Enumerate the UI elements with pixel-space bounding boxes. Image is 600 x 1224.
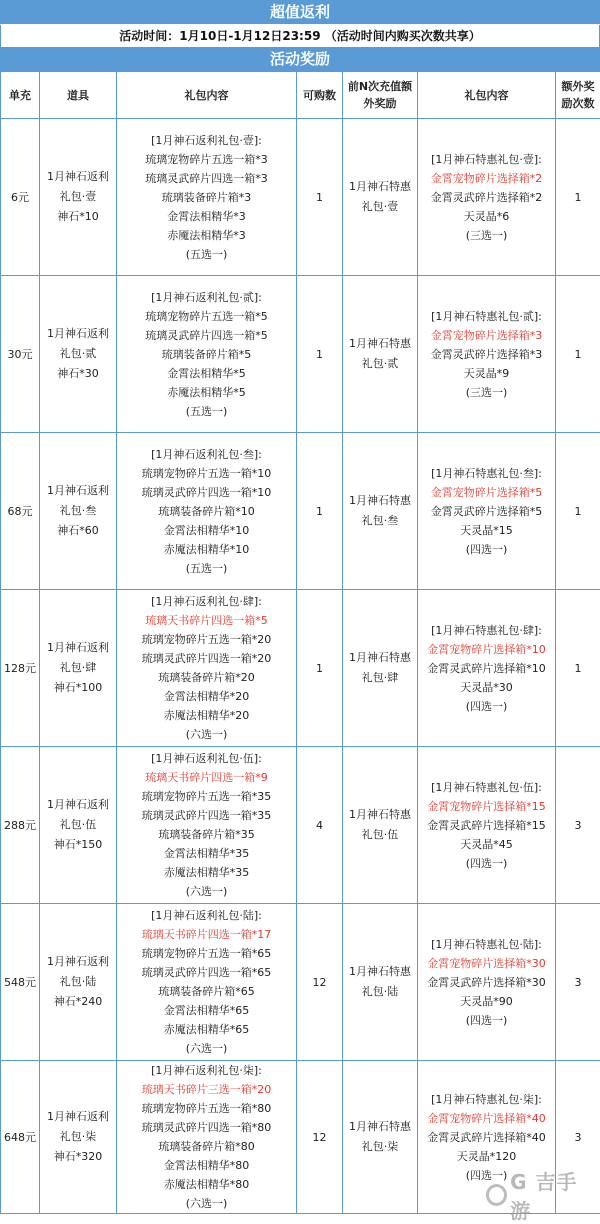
pack-content-cell <box>117 590 297 747</box>
item-cell-line: 神石*150 <box>40 835 116 855</box>
extra-pack-content-cell-line: 天灵晶*15 <box>418 521 555 540</box>
pack-content-cell-line: 琉璃装备碎片箱*35 <box>117 825 296 844</box>
purchase-count-cell: 4 <box>297 747 343 904</box>
extra-pack-content-cell <box>418 747 556 904</box>
pack-content-cell-line: 琉璃装备碎片箱*80 <box>117 1137 296 1156</box>
extra-pack-content-cell-line: (四选一) <box>418 1011 555 1030</box>
extra-count-cell: 3 <box>556 904 600 1061</box>
pack-content-cell-line: 琉璃宠物碎片五选一箱*3 <box>117 150 296 169</box>
extra-pack-content-cell-line: (四选一) <box>418 1166 555 1185</box>
extra-reward-cell-line: 礼包·伍 <box>343 825 417 845</box>
pack-content-cell <box>117 119 297 276</box>
pack-content-cell-line: [1月神石返利礼包·陆]: <box>117 906 296 925</box>
extra-reward-cell <box>343 747 418 904</box>
pack-content-cell <box>117 1061 297 1214</box>
purchase-count-cell: 12 <box>297 1061 343 1214</box>
pack-content-cell-line: 琉璃灵武碎片四选一箱*80 <box>117 1118 296 1137</box>
charge-cell: 128元 <box>1 590 40 747</box>
pack-content-cell-line: 琉璃天书碎片四选一箱*5 <box>117 611 296 630</box>
table-row <box>1 747 600 904</box>
extra-pack-content-cell-line: (三选一) <box>418 226 555 245</box>
item-cell-line: 神石*100 <box>40 678 116 698</box>
pack-content-cell-line: [1月神石返利礼包·贰]: <box>117 288 296 307</box>
extra-pack-content-cell-line: (三选一) <box>418 383 555 402</box>
extra-pack-content-cell-line: 天灵晶*30 <box>418 678 555 697</box>
extra-pack-content-cell-line: 金霄宠物碎片选择箱*40 <box>418 1109 555 1128</box>
item-cell-line: 礼包·肆 <box>40 658 116 678</box>
pack-content-cell-line: 赤魇法相精华*65 <box>117 1020 296 1039</box>
header-extra-reward: 前N次充值额外奖励 <box>343 72 418 119</box>
extra-pack-content-cell-line: 金霄灵武碎片选择箱*10 <box>418 659 555 678</box>
charge-cell: 6元 <box>1 119 40 276</box>
extra-count-cell: 1 <box>556 119 600 276</box>
pack-content-cell-line: (六选一) <box>117 725 296 744</box>
item-cell-line: 礼包·叁 <box>40 501 116 521</box>
item-cell-line: 1月神石返利 <box>40 795 116 815</box>
pack-content-cell-line: 金霄法相精华*20 <box>117 687 296 706</box>
rewards-table <box>0 71 600 1214</box>
extra-pack-content-cell-line: 金霄灵武碎片选择箱*40 <box>418 1128 555 1147</box>
extra-pack-content-cell <box>418 433 556 590</box>
item-cell-line: 1月神石返利 <box>40 167 116 187</box>
table-header-row <box>1 72 600 119</box>
watermark <box>486 1180 594 1210</box>
pack-content-cell-line: [1月神石返利礼包·伍]: <box>117 749 296 768</box>
item-cell-line: 神石*240 <box>40 992 116 1012</box>
extra-pack-content-cell-line: [1月神石特惠礼包·贰]: <box>418 307 555 326</box>
pack-content-cell-line: 琉璃宠物碎片五选一箱*65 <box>117 944 296 963</box>
extra-pack-content-cell-line: 金霄宠物碎片选择箱*3 <box>418 326 555 345</box>
extra-pack-content-cell-line: 金霄灵武碎片选择箱*5 <box>418 502 555 521</box>
purchase-count-cell: 1 <box>297 276 343 433</box>
table-row <box>1 119 600 276</box>
extra-reward-cell-line: 礼包·叁 <box>343 511 417 531</box>
purchase-count-cell: 1 <box>297 433 343 590</box>
charge-cell: 288元 <box>1 747 40 904</box>
item-cell-line: 1月神石返利 <box>40 638 116 658</box>
item-cell <box>40 119 117 276</box>
pack-content-cell-line: 赤魇法相精华*10 <box>117 540 296 559</box>
extra-pack-content-cell-line: [1月神石特惠礼包·肆]: <box>418 621 555 640</box>
pack-content-cell-line: 金霄法相精华*80 <box>117 1156 296 1175</box>
pack-content-cell <box>117 747 297 904</box>
header-item: 道具 <box>40 72 117 119</box>
extra-reward-cell <box>343 590 418 747</box>
extra-pack-content-cell-line: 金霄灵武碎片选择箱*15 <box>418 816 555 835</box>
extra-reward-cell <box>343 433 418 590</box>
pack-content-cell-line: (六选一) <box>117 882 296 901</box>
item-cell-line: 礼包·柒 <box>40 1127 116 1147</box>
extra-pack-content-cell <box>418 904 556 1061</box>
pack-content-cell-line: [1月神石返利礼包·柒]: <box>117 1061 296 1080</box>
item-cell-line: 礼包·壹 <box>40 187 116 207</box>
extra-reward-cell-line: 礼包·壹 <box>343 197 417 217</box>
extra-pack-content-cell-line: (四选一) <box>418 854 555 873</box>
pack-content-cell-line: 赤魇法相精华*5 <box>117 383 296 402</box>
pack-content-cell-line: 琉璃装备碎片箱*5 <box>117 345 296 364</box>
item-cell-line: 1月神石返利 <box>40 952 116 972</box>
extra-pack-content-cell-line: 金霄宠物碎片选择箱*15 <box>418 797 555 816</box>
pack-content-cell-line: (六选一) <box>117 1194 296 1213</box>
extra-pack-content-cell-line: 天灵晶*45 <box>418 835 555 854</box>
extra-reward-cell <box>343 904 418 1061</box>
table-row <box>1 433 600 590</box>
purchase-count-cell: 1 <box>297 119 343 276</box>
extra-count-cell: 1 <box>556 433 600 590</box>
item-cell <box>40 433 117 590</box>
pack-content-cell-line: 琉璃灵武碎片四选一箱*10 <box>117 483 296 502</box>
pack-content-cell-line: 琉璃天书碎片三选一箱*20 <box>117 1080 296 1099</box>
charge-cell: 30元 <box>1 276 40 433</box>
extra-reward-cell <box>343 276 418 433</box>
pack-content-cell-line: 琉璃装备碎片箱*3 <box>117 188 296 207</box>
extra-reward-cell-line: 1月神石特惠 <box>343 177 417 197</box>
item-cell-line: 礼包·贰 <box>40 344 116 364</box>
extra-reward-cell-line: 1月神石特惠 <box>343 334 417 354</box>
pack-content-cell-line: 金霄法相精华*35 <box>117 844 296 863</box>
extra-pack-content-cell <box>418 119 556 276</box>
extra-reward-cell-line: 礼包·陆 <box>343 982 417 1002</box>
pack-content-cell-line: (六选一) <box>117 1039 296 1058</box>
pack-content-cell-line: 赤魇法相精华*80 <box>117 1175 296 1194</box>
extra-pack-content-cell-line: [1月神石特惠礼包·柒]: <box>418 1090 555 1109</box>
pack-content-cell-line: [1月神石返利礼包·肆]: <box>117 592 296 611</box>
pack-content-cell <box>117 276 297 433</box>
charge-cell: 68元 <box>1 433 40 590</box>
activity-time: 活动时间：1月10日-1月12日23:59 （活动时间内购买次数共享） <box>0 25 600 47</box>
extra-pack-content-cell-line: 天灵晶*120 <box>418 1147 555 1166</box>
extra-count-cell: 3 <box>556 1061 600 1214</box>
pack-content-cell-line: 琉璃装备碎片箱*20 <box>117 668 296 687</box>
pack-content-cell-line: (五选一) <box>117 402 296 421</box>
extra-pack-content-cell-line: 金霄灵武碎片选择箱*3 <box>418 345 555 364</box>
extra-reward-cell-line: 1月神石特惠 <box>343 1117 417 1137</box>
purchase-count-cell: 1 <box>297 590 343 747</box>
extra-pack-content-cell-line: 金霄宠物碎片选择箱*30 <box>418 954 555 973</box>
pack-content-cell-line: 金霄法相精华*10 <box>117 521 296 540</box>
pack-content-cell <box>117 433 297 590</box>
table-body <box>1 119 600 1214</box>
extra-count-cell: 3 <box>556 747 600 904</box>
header-purchase-count: 可购数 <box>297 72 343 119</box>
extra-pack-content-cell-line: 金霄宠物碎片选择箱*5 <box>418 483 555 502</box>
pack-content-cell-line: 琉璃宠物碎片五选一箱*20 <box>117 630 296 649</box>
extra-reward-cell-line: 1月神石特惠 <box>343 962 417 982</box>
pack-content-cell-line: 琉璃宠物碎片五选一箱*10 <box>117 464 296 483</box>
pack-content-cell-line: 琉璃天书碎片四选一箱*9 <box>117 768 296 787</box>
extra-pack-content-cell-line: [1月神石特惠礼包·壹]: <box>418 150 555 169</box>
item-cell-line: 1月神石返利 <box>40 324 116 344</box>
pack-content-cell-line: [1月神石返利礼包·壹]: <box>117 131 296 150</box>
item-cell <box>40 1061 117 1214</box>
pack-content-cell-line: 琉璃天书碎片四选一箱*17 <box>117 925 296 944</box>
extra-pack-content-cell-line: 金霄灵武碎片选择箱*2 <box>418 188 555 207</box>
pack-content-cell-line: 琉璃灵武碎片四选一箱*20 <box>117 649 296 668</box>
item-cell <box>40 276 117 433</box>
extra-pack-content-cell-line: 天灵晶*9 <box>418 364 555 383</box>
header-charge: 单充 <box>1 72 40 119</box>
extra-pack-content-cell-line: [1月神石特惠礼包·叁]: <box>418 464 555 483</box>
item-cell-line: 神石*320 <box>40 1147 116 1167</box>
pack-content-cell-line: 琉璃灵武碎片四选一箱*65 <box>117 963 296 982</box>
extra-pack-content-cell-line: 金霄宠物碎片选择箱*2 <box>418 169 555 188</box>
pack-content-cell-line: 金霄法相精华*3 <box>117 207 296 226</box>
extra-pack-content-cell-line: 天灵晶*6 <box>418 207 555 226</box>
pack-content-cell-line: 金霄法相精华*65 <box>117 1001 296 1020</box>
item-cell-line: 礼包·伍 <box>40 815 116 835</box>
extra-pack-content-cell-line: 金霄宠物碎片选择箱*10 <box>418 640 555 659</box>
pack-content-cell-line: 赤魇法相精华*35 <box>117 863 296 882</box>
pack-content-cell-line: 赤魇法相精华*20 <box>117 706 296 725</box>
pack-content-cell-line: 金霄法相精华*5 <box>117 364 296 383</box>
extra-pack-content-cell-line: 金霄灵武碎片选择箱*30 <box>418 973 555 992</box>
pack-content-cell-line: (五选一) <box>117 559 296 578</box>
extra-pack-content-cell-line: 天灵晶*90 <box>418 992 555 1011</box>
charge-cell: 548元 <box>1 904 40 1061</box>
pack-content-cell-line: 琉璃灵武碎片四选一箱*35 <box>117 806 296 825</box>
extra-pack-content-cell-line: (四选一) <box>418 697 555 716</box>
extra-count-cell: 1 <box>556 276 600 433</box>
extra-pack-content-cell <box>418 276 556 433</box>
item-cell-line: 礼包·陆 <box>40 972 116 992</box>
pack-content-cell-line: (五选一) <box>117 245 296 264</box>
watermark-logo-icon <box>486 1184 507 1206</box>
item-cell-line: 神石*10 <box>40 207 116 227</box>
extra-reward-cell-line: 礼包·贰 <box>343 354 417 374</box>
pack-content-cell-line: 赤魇法相精华*3 <box>117 226 296 245</box>
header-pack-content: 礼包内容 <box>117 72 297 119</box>
pack-content-cell-line: 琉璃宠物碎片五选一箱*5 <box>117 307 296 326</box>
page-title: 超值返利 <box>0 0 600 25</box>
item-cell-line: 1月神石返利 <box>40 1107 116 1127</box>
item-cell-line: 神石*60 <box>40 521 116 541</box>
pack-content-cell-line: [1月神石返利礼包·叁]: <box>117 445 296 464</box>
item-cell-line: 1月神石返利 <box>40 481 116 501</box>
extra-reward-cell-line: 礼包·柒 <box>343 1137 417 1157</box>
extra-reward-cell-line: 1月神石特惠 <box>343 648 417 668</box>
extra-pack-content-cell-line: [1月神石特惠礼包·陆]: <box>418 935 555 954</box>
charge-cell: 648元 <box>1 1061 40 1214</box>
extra-reward-cell-line: 1月神石特惠 <box>343 491 417 511</box>
pack-content-cell-line: 琉璃装备碎片箱*65 <box>117 982 296 1001</box>
item-cell-line: 神石*30 <box>40 364 116 384</box>
extra-pack-content-cell <box>418 590 556 747</box>
pack-content-cell-line: 琉璃宠物碎片五选一箱*80 <box>117 1099 296 1118</box>
item-cell <box>40 590 117 747</box>
extra-count-cell: 1 <box>556 590 600 747</box>
pack-content-cell-line: 琉璃宠物碎片五选一箱*35 <box>117 787 296 806</box>
header-extra-pack-content: 礼包内容 <box>418 72 556 119</box>
purchase-count-cell: 12 <box>297 904 343 1061</box>
extra-pack-content-cell-line: [1月神石特惠礼包·伍]: <box>418 778 555 797</box>
item-cell <box>40 747 117 904</box>
extra-pack-content-cell-line: (四选一) <box>418 540 555 559</box>
table-row <box>1 904 600 1061</box>
extra-reward-cell-line: 礼包·肆 <box>343 668 417 688</box>
pack-content-cell <box>117 904 297 1061</box>
extra-reward-cell <box>343 1061 418 1214</box>
table-row <box>1 276 600 433</box>
watermark-text: G 吉手游 <box>510 1166 594 1224</box>
item-cell <box>40 904 117 1061</box>
pack-content-cell-line: 琉璃灵武碎片四选一箱*5 <box>117 326 296 345</box>
section-title: 活动奖励 <box>0 47 600 71</box>
extra-reward-cell-line: 1月神石特惠 <box>343 805 417 825</box>
table-row <box>1 590 600 747</box>
header-extra-count: 额外奖励次数 <box>556 72 600 119</box>
pack-content-cell-line: 琉璃装备碎片箱*10 <box>117 502 296 521</box>
extra-reward-cell <box>343 119 418 276</box>
pack-content-cell-line: 琉璃灵武碎片四选一箱*3 <box>117 169 296 188</box>
